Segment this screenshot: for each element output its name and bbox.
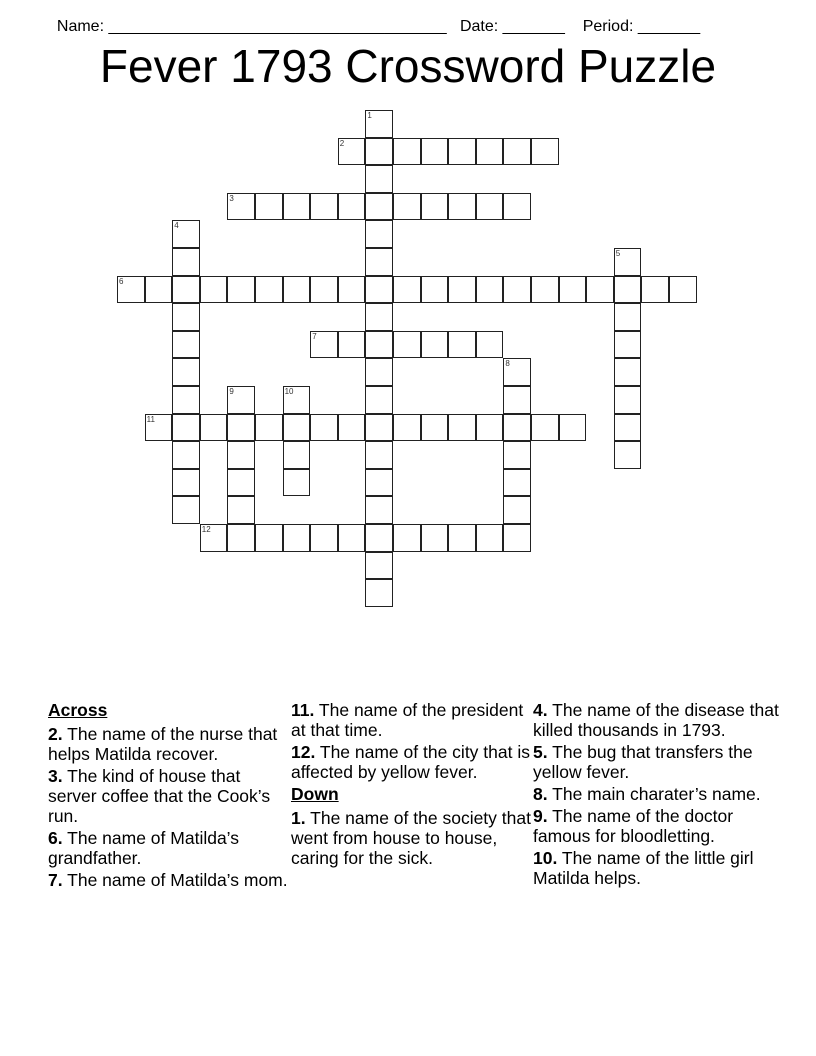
grid-cell[interactable] [421, 331, 449, 359]
grid-cell[interactable] [365, 441, 393, 469]
grid-cell[interactable] [255, 524, 283, 552]
grid-cell[interactable] [227, 414, 255, 442]
grid-cell[interactable] [421, 193, 449, 221]
grid-cell[interactable] [393, 524, 421, 552]
grid-cell[interactable] [421, 414, 449, 442]
clues-column-3 [533, 700, 783, 890]
grid-cell[interactable] [393, 276, 421, 304]
grid-cell[interactable] [365, 303, 393, 331]
grid-cell[interactable] [365, 414, 393, 442]
clue-number: 10 [284, 387, 294, 396]
grid-cell[interactable] [172, 276, 200, 304]
grid-cell[interactable] [503, 524, 531, 552]
grid-cell[interactable] [227, 496, 255, 524]
clue-number: 4 [174, 221, 179, 231]
grid-cell[interactable] [503, 276, 531, 304]
grid-cell[interactable] [200, 276, 228, 304]
clue-down-4: 4. The name of the disease that killed thousands in 1793. [533, 700, 779, 740]
grid-cell[interactable] [172, 386, 200, 414]
grid-cell[interactable] [172, 303, 200, 331]
grid-cell[interactable] [365, 469, 393, 497]
grid-cell[interactable] [614, 248, 642, 276]
grid-cell[interactable] [531, 138, 559, 166]
clue-across-12: 12. The name of the city that is affected by yellow fever. [291, 742, 530, 782]
grid-cell[interactable] [283, 524, 311, 552]
clue-across-3: 3. The kind of house that server coffee that the Cook’s run. [48, 766, 271, 826]
grid-cell[interactable] [393, 193, 421, 221]
grid-cell[interactable] [365, 220, 393, 248]
clue-number: 3 [229, 193, 234, 203]
grid-cell[interactable] [172, 358, 200, 386]
clue-number: 8 [505, 359, 510, 369]
grid-cell[interactable] [614, 441, 642, 469]
grid-cell[interactable] [283, 469, 311, 497]
grid-cell[interactable] [421, 276, 449, 304]
name-field-label[interactable]: Name: ______________________________________ [56, 18, 447, 35]
grid-cell[interactable] [172, 331, 200, 359]
clue-number: 2 [339, 138, 345, 148]
grid-cell[interactable] [227, 524, 255, 552]
page-title: Fever 1793 Crossword Puzzle [99, 40, 717, 92]
clue-across-6: 6. The name of Matilda’s grandfather. [48, 828, 240, 868]
grid-cell[interactable] [145, 414, 173, 442]
grid-cell[interactable] [365, 248, 393, 276]
grid-cell[interactable] [283, 414, 311, 442]
grid-cell[interactable] [365, 386, 393, 414]
grid-cell[interactable] [365, 524, 393, 552]
clue-down-8: 8. The main charater’s name. [533, 784, 761, 804]
grid-cell[interactable] [393, 414, 421, 442]
grid-cell[interactable] [310, 414, 338, 442]
grid-cell[interactable] [365, 579, 393, 607]
grid-cell[interactable] [365, 276, 393, 304]
grid-cell[interactable] [365, 193, 393, 221]
grid-cell[interactable] [614, 331, 642, 359]
across-heading: Across [48, 700, 108, 720]
grid-cell[interactable] [393, 331, 421, 359]
grid-cell[interactable] [614, 386, 642, 414]
grid-cell[interactable] [531, 414, 559, 442]
grid-cell[interactable] [338, 524, 366, 552]
grid-cell[interactable] [283, 386, 311, 414]
grid-cell[interactable] [255, 193, 283, 221]
period-field-label[interactable]: Period: _______ [582, 18, 701, 35]
grid-cell[interactable] [172, 441, 200, 469]
grid-cell[interactable] [614, 303, 642, 331]
grid-cell[interactable] [476, 331, 504, 359]
grid-cell[interactable] [641, 276, 669, 304]
clue-number: 7 [312, 331, 317, 341]
grid-cell[interactable] [255, 414, 283, 442]
grid-cell[interactable] [283, 441, 311, 469]
grid-cell[interactable] [614, 414, 642, 442]
grid-cell[interactable] [365, 496, 393, 524]
grid-cell[interactable] [586, 276, 614, 304]
grid-cell[interactable] [200, 524, 228, 552]
clues-column-2 [291, 700, 531, 870]
grid-cell[interactable] [503, 496, 531, 524]
clue-number: 9 [229, 387, 234, 396]
grid-cell[interactable] [227, 193, 255, 221]
grid-cell[interactable] [172, 220, 200, 248]
grid-cell[interactable] [255, 276, 283, 304]
grid-cell[interactable] [365, 552, 393, 580]
grid-cell[interactable] [503, 441, 531, 469]
grid-cell[interactable] [448, 193, 476, 221]
grid-cell[interactable] [227, 386, 255, 414]
grid-cell[interactable] [503, 414, 531, 442]
clues-column-1 [48, 700, 288, 892]
clue-number: 5 [615, 249, 621, 258]
grid-cell[interactable] [476, 276, 504, 304]
clue-number: 12 [201, 525, 211, 534]
grid-cell[interactable] [421, 524, 449, 552]
grid-cell[interactable] [448, 276, 476, 304]
down-heading: Down [291, 784, 339, 804]
grid-cell[interactable] [503, 386, 531, 414]
grid-cell[interactable] [503, 193, 531, 221]
grid-cell[interactable] [421, 138, 449, 166]
grid-cell[interactable] [476, 414, 504, 442]
grid-cell[interactable] [365, 331, 393, 359]
grid-cell[interactable] [448, 524, 476, 552]
grid-cell[interactable] [559, 276, 587, 304]
grid-cell[interactable] [172, 414, 200, 442]
grid-cell[interactable] [365, 165, 393, 193]
grid-cell[interactable] [338, 193, 366, 221]
grid-cell[interactable] [310, 331, 338, 359]
grid-cell[interactable] [503, 469, 531, 497]
clue-number: 11 [146, 414, 155, 424]
grid-cell[interactable] [283, 276, 311, 304]
grid-cell[interactable] [531, 276, 559, 304]
grid-cell[interactable] [227, 441, 255, 469]
grid-cell[interactable] [310, 193, 338, 221]
clue-down-9: 9. The name of the doctor famous for bloodletting. [533, 806, 734, 846]
grid-cell[interactable] [393, 138, 421, 166]
grid-cell[interactable] [172, 469, 200, 497]
clue-across-2: 2. The name of the nurse that helps Matilda recover. [48, 724, 278, 764]
grid-cell[interactable] [227, 276, 255, 304]
grid-cell[interactable] [338, 138, 366, 166]
grid-cell[interactable] [172, 248, 200, 276]
grid-cell[interactable] [338, 331, 366, 359]
grid-cell[interactable] [476, 193, 504, 221]
grid-cell[interactable] [669, 276, 697, 304]
grid-cell[interactable] [448, 331, 476, 359]
grid-cell[interactable] [172, 496, 200, 524]
grid-cell[interactable] [145, 276, 173, 304]
grid-cell[interactable] [503, 138, 531, 166]
grid-cell[interactable] [283, 193, 311, 221]
grid-cell[interactable] [310, 524, 338, 552]
grid-cell[interactable] [614, 276, 642, 304]
grid-cell[interactable] [117, 276, 145, 304]
grid-cell[interactable] [365, 110, 393, 138]
grid-cell[interactable] [448, 414, 476, 442]
grid-cell[interactable] [476, 138, 504, 166]
date-field-label[interactable]: Date: _______ [459, 18, 565, 35]
clue-down-5: 5. The bug that transfers the yellow fever. [533, 742, 753, 782]
grid-cell[interactable] [310, 276, 338, 304]
grid-cell[interactable] [614, 358, 642, 386]
clue-across-11: 11. The name of the president at that time. [291, 700, 524, 740]
grid-cell[interactable] [338, 276, 366, 304]
grid-cell[interactable] [559, 414, 587, 442]
grid-cell[interactable] [227, 469, 255, 497]
grid-cell[interactable] [200, 414, 228, 442]
clue-number: 1 [367, 111, 372, 120]
clue-down-10: 10. The name of the little girl Matilda helps. [533, 848, 754, 888]
grid-cell[interactable] [338, 414, 366, 442]
clue-down-1: 1. The name of the society that went from house to house, caring for the sick. [291, 808, 531, 868]
grid-cell[interactable] [503, 358, 531, 386]
grid-cell[interactable] [476, 524, 504, 552]
clue-number: 6 [119, 276, 124, 286]
grid-cell[interactable] [365, 138, 393, 166]
clue-across-7: 7. The name of Matilda’s mom. [48, 870, 288, 890]
grid-cell[interactable] [448, 138, 476, 166]
grid-cell[interactable] [365, 358, 393, 386]
